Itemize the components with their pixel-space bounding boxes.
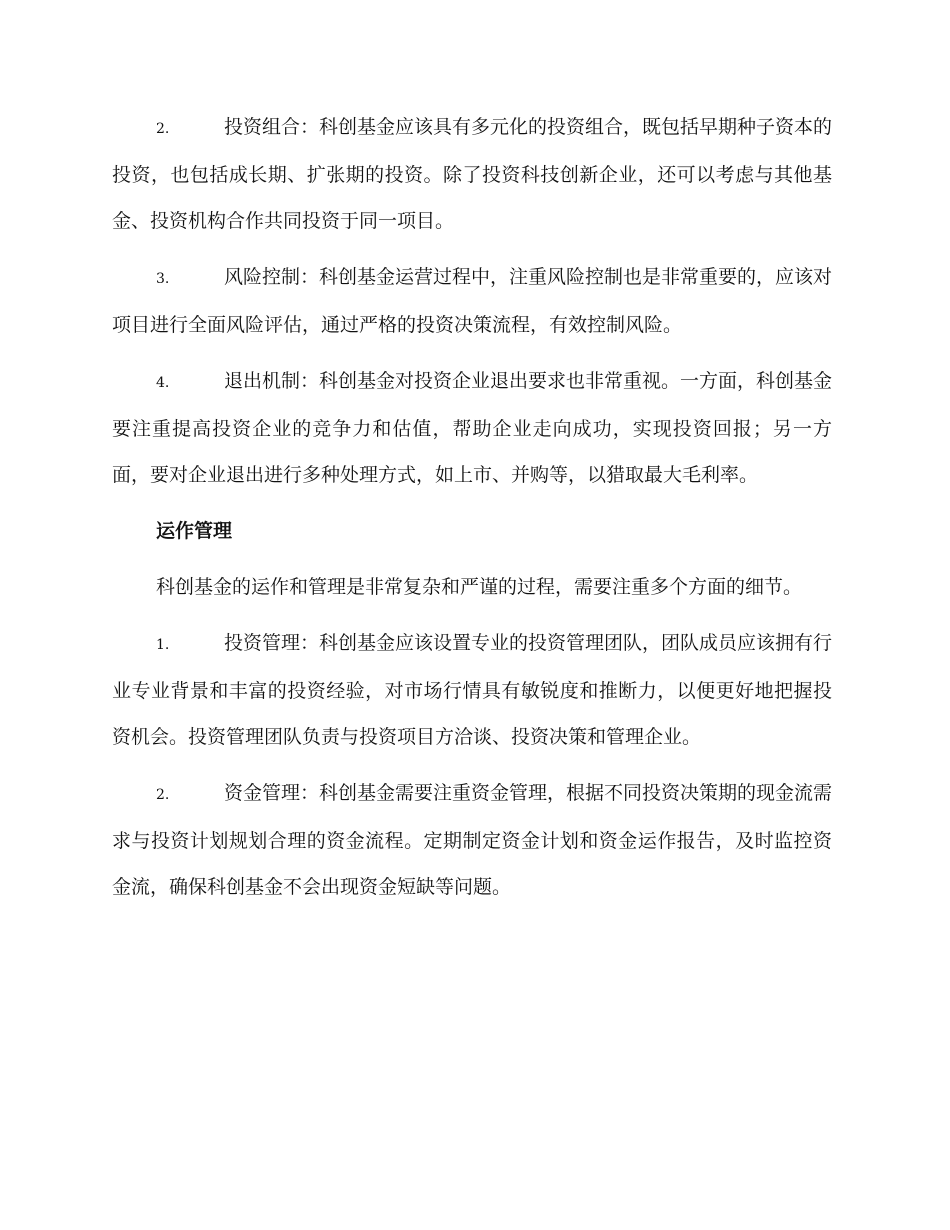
- list-item-text: 投资管理：科创基金应该设置专业的投资管理团队，团队成员应该拥有行业专业背景和丰富的投资经验，对市场行情具有敏锐度和推断力，以便更好地把握投资机会。投资管理团队负责与投资项目方洽谈、投资决策和管理企业。: [112, 632, 833, 748]
- list-number: 2.: [156, 787, 170, 803]
- list-item-text: 风险控制：科创基金运营过程中，注重风险控制也是非常重要的，应该对项目进行全面风险评估，通过严格的投资决策流程，有效控制风险。: [112, 266, 833, 336]
- list-item: [112, 770, 832, 910]
- list-number: 4.: [156, 375, 170, 391]
- list-item: [112, 358, 832, 498]
- list-number: 1.: [156, 637, 170, 653]
- list-item-text: 退出机制：科创基金对投资企业退出要求也非常重视。一方面，科创基金要注重提高投资企业的竞争力和估值，帮助企业走向成功，实现投资回报；另一方面，要对企业退出进行多种处理方式，如上市、并购等，以猎取最大毛利率。: [112, 370, 833, 486]
- document-page: [112, 104, 832, 920]
- section-heading: 运作管理: [156, 520, 233, 542]
- list-item: [112, 104, 832, 244]
- list-number: 3.: [156, 271, 170, 287]
- list-item-text: 投资组合：科创基金应该具有多元化的投资组合，既包括早期种子资本的投资，也包括成长期、扩张期的投资。除了投资科技创新企业，还可以考虑与其他基金、投资机构合作共同投资于同一项目。: [112, 116, 833, 232]
- section-intro-paragraph: 科创基金的运作和管理是非常复杂和严谨的过程，需要注重多个方面的细节。: [156, 576, 803, 598]
- list-item: [112, 620, 832, 760]
- list-number: 2.: [156, 121, 170, 137]
- list-item: [112, 254, 832, 348]
- list-item-text: 资金管理：科创基金需要注重资金管理，根据不同投资决策期的现金流需求与投资计划规划合理的资金流程。定期制定资金计划和资金运作报告，及时监控资金流，确保科创基金不会出现资金短缺等问题。: [112, 782, 833, 898]
